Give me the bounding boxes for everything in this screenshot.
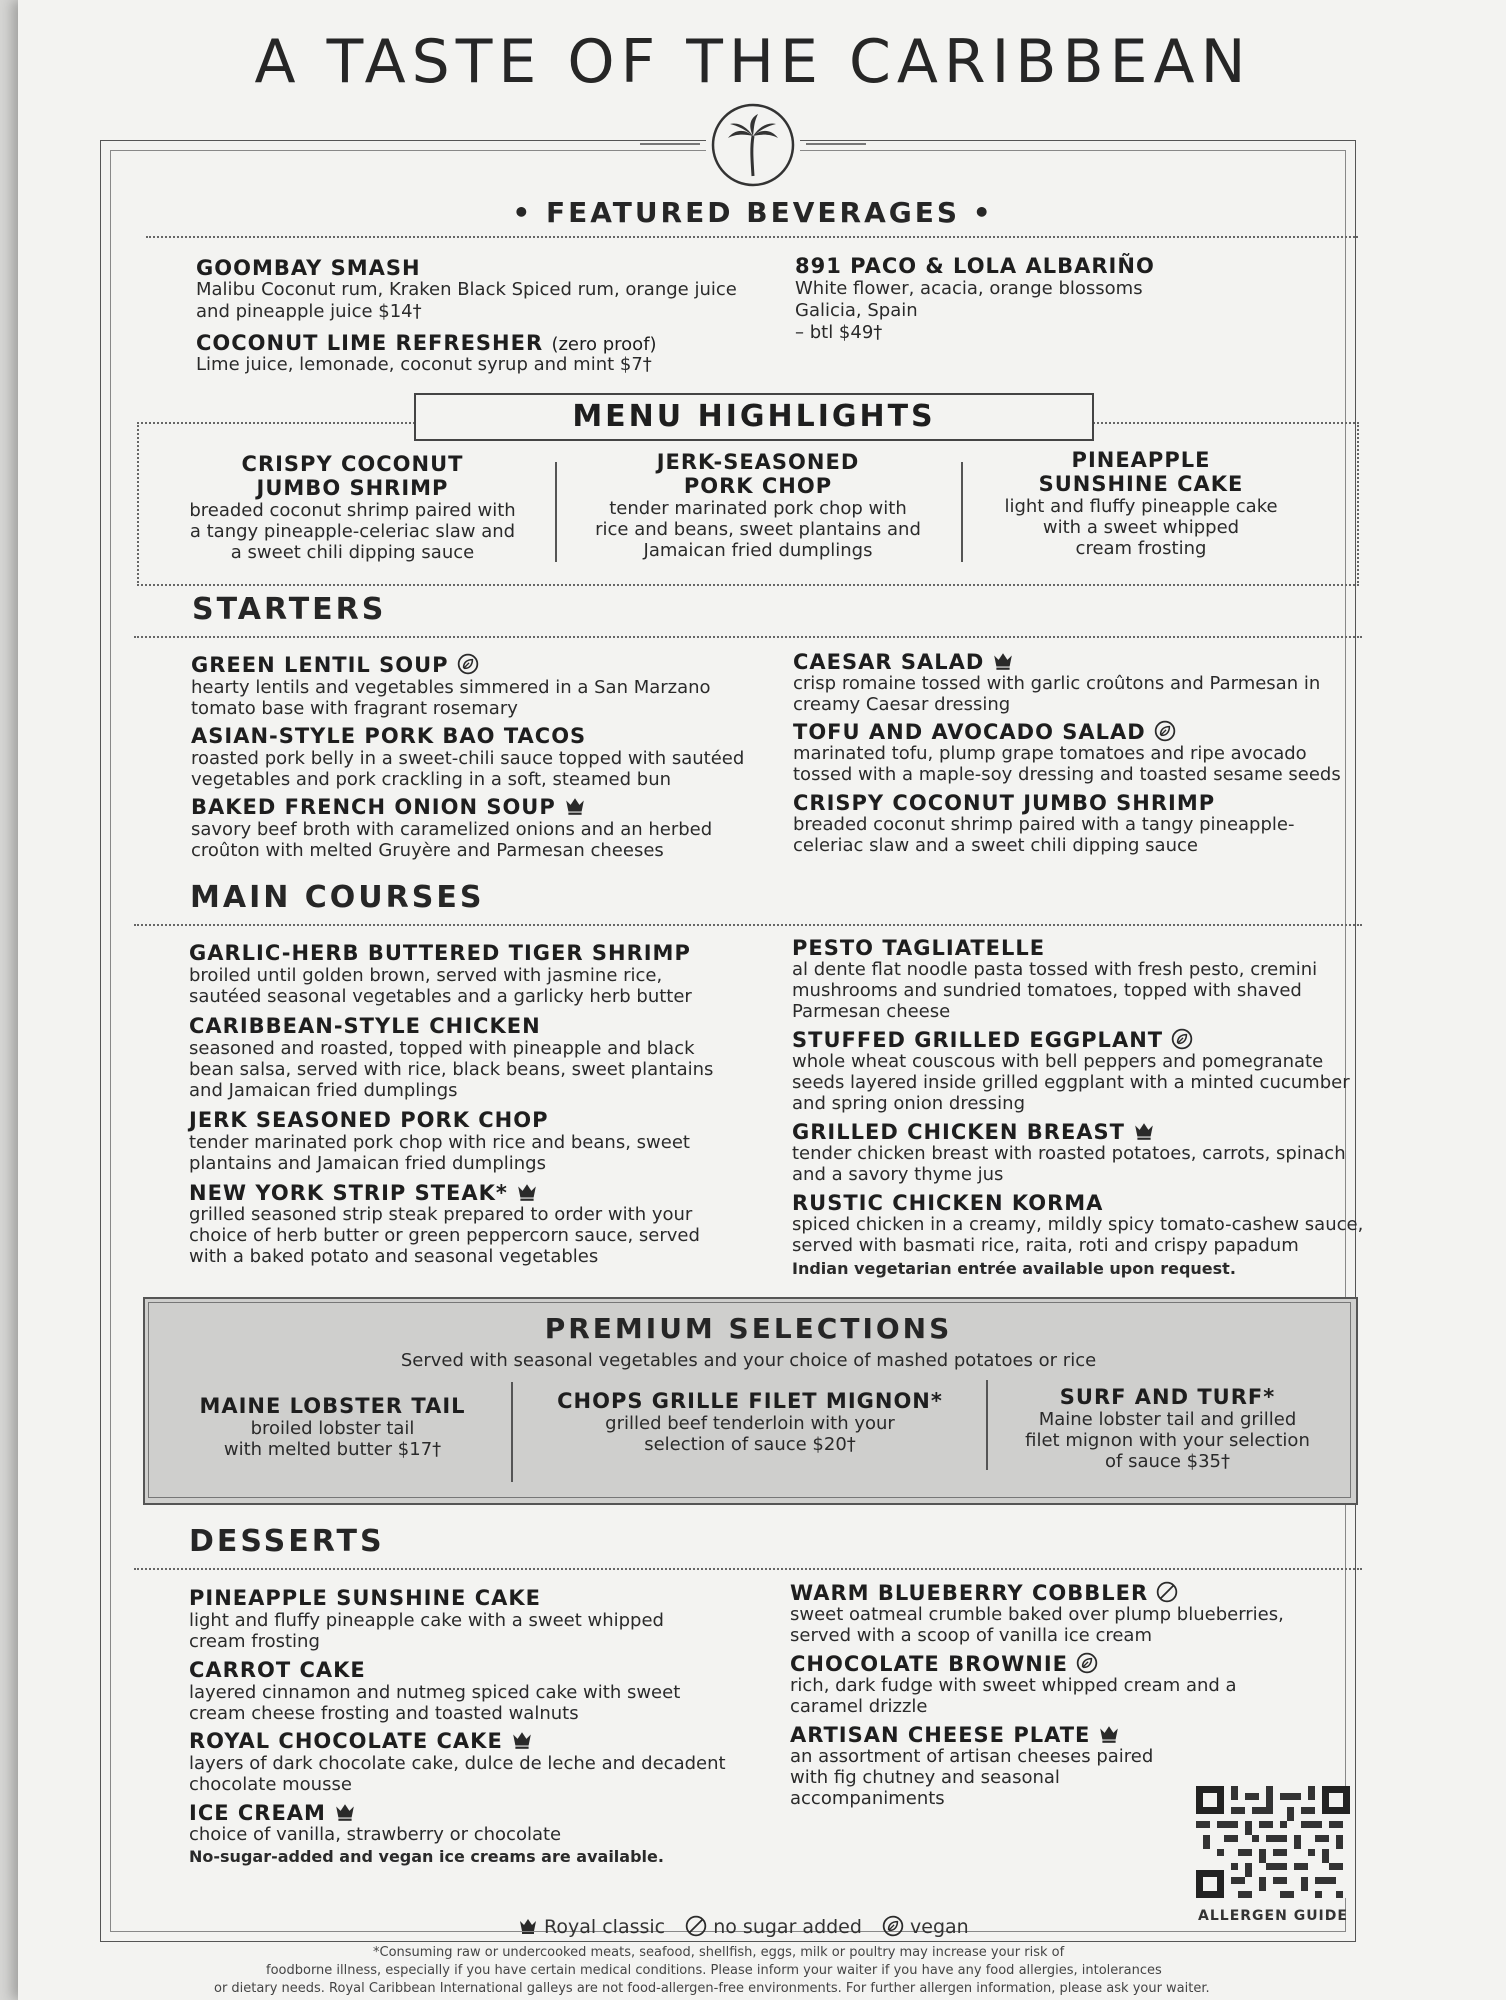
highlight-desc: breaded coconut shrimp paired with	[189, 500, 516, 521]
premium-separator	[511, 1382, 513, 1482]
item-name-text: CHOCOLATE BROWNIE	[790, 1652, 1069, 1676]
menu-item-desc: tossed with a maple-soy dressing and toasted sesame seeds	[793, 764, 1341, 785]
desserts-divider	[134, 1568, 1362, 1570]
item-name-text: CAESAR SALAD	[793, 650, 985, 674]
menu-item-name: RUSTIC CHICKEN KORMA	[792, 1191, 1104, 1215]
menu-item-note: No-sugar-added and vegan ice creams are available.	[189, 1847, 664, 1866]
legend-royal-classic: Royal classic	[544, 1916, 666, 1938]
vegan-icon	[1076, 1652, 1098, 1674]
beverages-heading: • FEATURED BEVERAGES •	[512, 196, 994, 229]
menu-item-desc: plantains and Jamaican fried dumplings	[189, 1153, 546, 1174]
menu-item-desc: al dente flat noodle pasta tossed with fresh pesto, cremini	[792, 959, 1318, 980]
menu-item-name: CARIBBEAN-STYLE CHICKEN	[189, 1014, 541, 1038]
highlights-heading: MENU HIGHLIGHTS	[414, 393, 1094, 441]
beverage-name: 891 PACO & LOLA ALBARIÑO	[795, 254, 1155, 278]
royal-classic-icon	[516, 1181, 538, 1203]
highlights-separator	[555, 462, 557, 562]
menu-item-desc: rich, dark fudge with sweet whipped cream and a	[790, 1675, 1237, 1696]
beverage-desc: Galicia, Spain	[795, 300, 918, 321]
menu-item-desc: with a baked potato and seasonal vegetables	[189, 1246, 599, 1267]
menu-item-desc: with fig chutney and seasonal	[790, 1767, 1060, 1788]
item-name-text: BAKED FRENCH ONION SOUP	[191, 795, 556, 819]
menu-item-name	[792, 1120, 1155, 1144]
menu-item-desc: hearty lentils and vegetables simmered in a San Marzano	[191, 677, 711, 698]
premium-item-name: CHOPS GRILLE FILET MIGNON*	[557, 1389, 943, 1413]
beverage-desc: Malibu Coconut rum, Kraken Black Spiced rum, orange juice	[196, 279, 737, 300]
mains-heading: MAIN COURSES	[190, 880, 485, 915]
menu-item-desc: layered cinnamon and nutmeg spiced cake with sweet	[189, 1682, 681, 1703]
item-name-text: WARM BLUEBERRY COBBLER	[790, 1581, 1149, 1605]
menu-item-desc: Parmesan cheese	[792, 1001, 951, 1022]
menu-item-desc: and Jamaican fried dumplings	[189, 1080, 458, 1101]
menu-item-desc: cream frosting	[189, 1631, 320, 1652]
menu-item-desc: light and fluffy pineapple cake with a sweet whipped	[189, 1610, 664, 1631]
menu-item-name	[790, 1723, 1120, 1747]
menu-item-name	[790, 1652, 1098, 1676]
highlights-separator	[961, 462, 963, 562]
premium-item	[995, 1385, 1340, 1472]
highlight-desc: a sweet chili dipping sauce	[230, 542, 475, 563]
vegan-icon	[1171, 1028, 1193, 1050]
premium-item-desc: Maine lobster tail and grilled	[1038, 1409, 1297, 1430]
premium-subheading: Served with seasonal vegetables and your choice of mashed potatoes or rice	[400, 1350, 1097, 1371]
menu-item-name: JERK SEASONED PORK CHOP	[189, 1108, 549, 1132]
menu-item-desc: served with a scoop of vanilla ice cream	[790, 1625, 1152, 1646]
beverage-suffix: (zero proof)	[551, 334, 657, 355]
royal-classic-icon	[334, 1801, 356, 1823]
premium-item-desc: broiled lobster tail	[250, 1418, 415, 1439]
menu-item-desc: served with basmati rice, raita, roti and crispy papadum	[792, 1235, 1299, 1256]
item-name-text: ARTISAN CHEESE PLATE	[790, 1723, 1091, 1747]
menu-item-name	[191, 653, 479, 677]
item-name-text: ICE CREAM	[189, 1801, 326, 1825]
menu-item-desc: vegetables and pork crackling in a soft, steamed bun	[191, 769, 672, 790]
menu-item-desc: roasted pork belly in a sweet-chili sauce topped with sautéed	[191, 748, 745, 769]
royal-classic-icon	[992, 650, 1014, 672]
menu-item-desc: tomato base with fragrant rosemary	[191, 698, 518, 719]
menu-item-desc: bean salsa, served with rice, black beans, sweet plantains	[189, 1059, 714, 1080]
highlight-desc: with a sweet whipped	[1042, 517, 1240, 538]
menu-item-desc: layers of dark chocolate cake, dulce de leche and decadent	[189, 1753, 726, 1774]
highlight-item	[971, 448, 1311, 559]
menu-item-desc: tender chicken breast with roasted potatoes, carrots, spinach	[792, 1143, 1346, 1164]
highlight-desc: rice and beans, sweet plantains and	[595, 519, 921, 540]
royal-classic-icon	[518, 1916, 538, 1936]
item-name-text: ROYAL CHOCOLATE CAKE	[189, 1729, 503, 1753]
highlight-name: JUMBO SHRIMP	[256, 476, 449, 500]
highlight-name: CRISPY COCONUT	[241, 452, 464, 476]
menu-item-name	[189, 1181, 538, 1205]
menu-item-desc: breaded coconut shrimp paired with a tangy pineapple-	[793, 814, 1295, 835]
highlight-desc: cream frosting	[1075, 538, 1207, 559]
highlight-name: PINEAPPLE	[1071, 448, 1211, 472]
premium-separator	[986, 1380, 988, 1470]
allergen-qr-code[interactable]	[1196, 1786, 1350, 1932]
no-sugar-icon	[685, 1915, 707, 1937]
menu-item-name	[793, 720, 1176, 744]
premium-heading: PREMIUM SELECTIONS	[544, 1312, 953, 1345]
royal-classic-icon	[1098, 1723, 1120, 1745]
menu-item-name	[793, 650, 1014, 674]
beverage-desc: Lime juice, lemonade, coconut syrup and mint $7†	[196, 354, 652, 375]
beverage-name-text: COCONUT LIME REFRESHER	[196, 331, 544, 355]
vegan-icon	[457, 653, 479, 675]
disclaimer-line: foodborne illness, especially if you have certain medical conditions. Please inform your waiter if you have any food allergies, intolerances	[266, 1963, 1162, 1978]
highlight-name: SUNSHINE CAKE	[1038, 472, 1244, 496]
menu-item-desc: an assortment of artisan cheeses paired	[790, 1746, 1154, 1767]
menu-item-desc: sautéed seasonal vegetables and a garlicky herb butter	[189, 986, 692, 1007]
menu-item-name	[790, 1581, 1178, 1605]
menu-item-desc: marinated tofu, plump grape tomatoes and ripe avocado	[793, 743, 1307, 764]
logo-divider-left	[640, 143, 700, 145]
legend-vegan: vegan	[910, 1916, 969, 1938]
starters-divider	[134, 636, 1362, 638]
item-name-text: NEW YORK STRIP STEAK*	[189, 1181, 508, 1205]
menu-item-desc: croûton with melted Gruyère and Parmesan cheeses	[191, 840, 664, 861]
premium-item-desc: of sauce $35†	[1105, 1451, 1230, 1472]
allergen-guide-label: ALLERGEN GUIDE	[1198, 1908, 1348, 1924]
menu-item-desc: creamy Caesar dressing	[793, 694, 1011, 715]
menu-item-name	[792, 1028, 1193, 1052]
menu-item-desc: mushrooms and sundried tomatoes, topped with shaved	[792, 980, 1302, 1001]
premium-item	[160, 1394, 505, 1460]
legend-no-sugar: no sugar added	[713, 1916, 862, 1938]
menu-item-name: CRISPY COCONUT JUMBO SHRIMP	[793, 791, 1216, 815]
mains-divider	[134, 924, 1362, 926]
vegan-icon	[1154, 720, 1176, 742]
highlight-item	[565, 450, 951, 561]
highlight-desc: Jamaican fried dumplings	[643, 540, 873, 561]
disclaimer-line: *Consuming raw or undercooked meats, seafood, shellfish, eggs, milk or poultry may increase your risk of	[373, 1945, 1065, 1960]
desserts-heading: DESSERTS	[189, 1524, 385, 1559]
menu-item-desc: caramel drizzle	[790, 1696, 928, 1717]
item-name-text: STUFFED GRILLED EGGPLANT	[792, 1028, 1164, 1052]
menu-item-desc: choice of herb butter or green peppercorn sauce, served	[189, 1225, 700, 1246]
menu-item-name: PINEAPPLE SUNSHINE CAKE	[189, 1586, 541, 1610]
menu-item-name: PESTO TAGLIATELLE	[792, 936, 1046, 960]
menu-item-desc: seasoned and roasted, topped with pineapple and black	[189, 1038, 695, 1059]
highlight-name: PORK CHOP	[683, 474, 833, 498]
premium-item	[520, 1389, 980, 1455]
disclaimer-line: or dietary needs. Royal Caribbean International galleys are not food-allergen-free environments. For further allergen information, please ask your waiter.	[214, 1981, 1210, 1996]
beverage-desc: and pineapple juice $14†	[196, 301, 422, 322]
beverage-name	[196, 331, 657, 355]
menu-item-desc: sweet oatmeal crumble baked over plump blueberries,	[790, 1604, 1284, 1625]
item-name-text: TOFU AND AVOCADO SALAD	[793, 720, 1146, 744]
menu-item-desc: grilled seasoned strip steak prepared to order with your	[189, 1204, 693, 1225]
highlight-desc: tender marinated pork chop with	[609, 498, 907, 519]
menu-item-name	[189, 1801, 356, 1825]
menu-item-desc: broiled until golden brown, served with jasmine rice,	[189, 965, 663, 986]
menu-item-desc: and a savory thyme jus	[792, 1164, 1004, 1185]
premium-item-desc: with melted butter $17†	[223, 1439, 442, 1460]
menu-title: A TASTE OF THE CARIBBEAN	[254, 27, 1252, 97]
no-sugar-icon	[1156, 1581, 1178, 1603]
highlight-name: JERK-SEASONED	[656, 450, 860, 474]
menu-item-name: CARROT CAKE	[189, 1658, 366, 1682]
menu-item-desc: and spring onion dressing	[792, 1093, 1026, 1114]
item-name-text: GRILLED CHICKEN BREAST	[792, 1120, 1126, 1144]
menu-item-desc: seeds layered inside grilled eggplant with a minted cucumber	[792, 1072, 1350, 1093]
menu-item-desc: savory beef broth with caramelized onions and an herbed	[191, 819, 713, 840]
premium-item-name: SURF AND TURF*	[1059, 1385, 1276, 1409]
highlight-item	[160, 452, 545, 563]
royal-classic-icon	[1133, 1120, 1155, 1142]
item-name-text: GREEN LENTIL SOUP	[191, 653, 449, 677]
premium-item-desc: grilled beef tenderloin with your	[605, 1413, 895, 1434]
royal-classic-icon	[564, 795, 586, 817]
menu-item-desc: crisp romaine tossed with garlic croûtons and Parmesan in	[793, 673, 1321, 694]
menu-item-desc: tender marinated pork chop with rice and beans, sweet	[189, 1132, 690, 1153]
beverage-desc: – btl $49†	[795, 322, 883, 343]
menu-item-desc: accompaniments	[790, 1788, 945, 1809]
logo-divider-right	[806, 143, 866, 145]
starters-heading: STARTERS	[192, 592, 387, 627]
highlight-desc: light and fluffy pineapple cake	[1004, 496, 1278, 517]
premium-item-name: MAINE LOBSTER TAIL	[199, 1394, 466, 1418]
beverage-desc: White flower, acacia, orange blossoms	[795, 278, 1143, 299]
legend	[518, 1915, 969, 1938]
menu-item-desc: spiced chicken in a creamy, mildly spicy tomato-cashew sauce,	[792, 1214, 1364, 1235]
menu-item-desc: chocolate mousse	[189, 1774, 352, 1795]
premium-item-desc: filet mignon with your selection	[1025, 1430, 1310, 1451]
menu-item-desc: choice of vanilla, strawberry or chocolate	[189, 1824, 562, 1845]
menu-item-name	[189, 1729, 533, 1753]
menu-item-desc: celeriac slaw and a sweet chili dipping sauce	[793, 835, 1198, 856]
premium-item-desc: selection of sauce $20†	[644, 1434, 856, 1455]
menu-item-desc: whole wheat couscous with bell peppers and pomegranate	[792, 1051, 1324, 1072]
palm-tree-logo-icon	[706, 98, 800, 192]
beverage-name: GOOMBAY SMASH	[196, 256, 421, 280]
menu-item-name: ASIAN-STYLE PORK BAO TACOS	[191, 724, 587, 748]
royal-classic-icon	[511, 1729, 533, 1751]
highlight-desc: a tangy pineapple-celeriac slaw and	[189, 521, 516, 542]
vegan-icon	[882, 1915, 904, 1937]
menu-item-name: GARLIC-HERB BUTTERED TIGER SHRIMP	[189, 941, 691, 965]
menu-item-name	[191, 795, 586, 819]
beverages-divider	[146, 236, 1358, 238]
menu-item-desc: cream cheese frosting and toasted walnuts	[189, 1703, 579, 1724]
menu-item-note: Indian vegetarian entrée available upon request.	[792, 1259, 1236, 1278]
